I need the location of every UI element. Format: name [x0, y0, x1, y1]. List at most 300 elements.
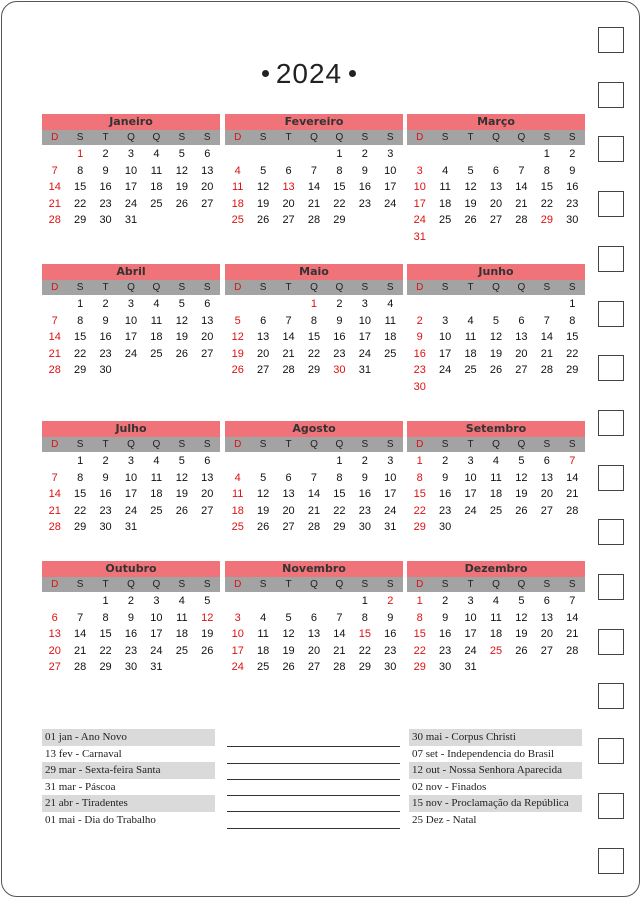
weekday-label: S	[543, 282, 551, 293]
day-cell: 11	[232, 181, 244, 193]
day-cell: 3	[127, 298, 135, 310]
day-cell: 1	[543, 148, 550, 160]
day-cell: 8	[77, 164, 84, 177]
day-cell: 14	[48, 331, 61, 343]
day-cell: 11	[490, 611, 502, 624]
day-cell: 26	[257, 214, 270, 226]
day-cell: 14	[515, 181, 528, 193]
year-title	[0, 58, 618, 90]
day-cell: 27	[48, 661, 61, 673]
month-title: Fevereiro	[225, 114, 403, 130]
day-cell: 16	[358, 488, 371, 500]
empty-cell	[276, 146, 301, 163]
day-cell: 13	[48, 628, 61, 640]
day-cell: 24	[439, 364, 452, 376]
checkbox[interactable]	[598, 848, 624, 874]
day-cell: 15	[74, 181, 87, 193]
day-cell: 26	[282, 661, 295, 673]
day-cell: 22	[358, 644, 371, 657]
checkbox[interactable]	[598, 683, 624, 709]
month-title: Maio	[225, 264, 403, 280]
day-cell: 7	[51, 164, 58, 177]
day-cell: 23	[358, 197, 371, 210]
weekday-label: S	[361, 132, 369, 143]
weekday-label: S	[386, 579, 394, 590]
day-cell: 6	[518, 314, 525, 327]
day-cell: 12	[515, 471, 528, 484]
empty-cell	[250, 296, 275, 313]
day-cell: 2	[387, 595, 394, 607]
day-cell: 11	[150, 314, 163, 327]
weekday-label: Q	[492, 579, 500, 590]
day-cell: 1	[361, 595, 368, 607]
day-cell: 31	[124, 214, 138, 226]
day-cell: 14	[48, 181, 61, 193]
day-cell: 23	[413, 364, 426, 376]
day-cell: 23	[99, 197, 112, 210]
weekday-label: S	[76, 282, 84, 293]
day-cell: 11	[150, 164, 163, 177]
empty-cell	[458, 296, 483, 313]
checkbox[interactable]	[598, 82, 624, 108]
day-cell: 26	[201, 644, 214, 657]
day-cell: 7	[77, 611, 84, 624]
day-cell: 10	[464, 471, 477, 484]
day-cell: 30	[124, 661, 138, 673]
month-maro	[407, 114, 585, 245]
weekday-label: D	[51, 132, 59, 143]
day-cell: 12	[489, 331, 503, 343]
day-cell: 8	[310, 314, 318, 327]
day-cell: 21	[566, 628, 579, 640]
day-cell: 16	[358, 181, 371, 193]
day-cell: 13	[489, 181, 503, 193]
day-cell: 30	[413, 380, 426, 393]
day-cell: 26	[515, 644, 528, 657]
day-cell: 7	[336, 611, 343, 624]
day-cell: 31	[358, 364, 371, 376]
day-cell: 15	[333, 181, 346, 193]
day-cell: 24	[358, 347, 371, 360]
day-cell: 18	[464, 347, 477, 360]
empty-cell	[42, 453, 67, 470]
empty-cell	[509, 296, 534, 313]
empty-cell	[407, 146, 432, 163]
day-cell: 27	[515, 364, 528, 376]
weekday-label: Q	[152, 282, 161, 293]
day-cell: 27	[201, 347, 214, 360]
day-cell: 19	[489, 347, 503, 360]
day-cell: 31	[124, 521, 138, 533]
day-cell: 1	[336, 455, 343, 467]
day-cell: 29	[413, 661, 426, 673]
day-cell: 24	[231, 661, 244, 673]
empty-cell	[276, 296, 301, 313]
day-cell: 21	[282, 347, 295, 360]
weekday-label: Q	[335, 579, 344, 590]
weekday-label: S	[568, 579, 576, 590]
day-cell: 2	[336, 298, 343, 310]
month-title: Março	[407, 114, 585, 130]
empty-cell	[301, 146, 326, 163]
day-cell: 2	[442, 455, 449, 467]
weekday-label: S	[441, 579, 449, 590]
checkbox[interactable]	[598, 574, 624, 600]
day-cell: 10	[464, 611, 477, 624]
day-cell: 9	[569, 164, 576, 177]
day-cell: 6	[543, 595, 550, 607]
day-cell: 6	[543, 455, 550, 467]
day-cell: 1	[77, 455, 84, 467]
day-cell: 12	[175, 314, 188, 327]
day-cell: 5	[492, 314, 500, 327]
month-agosto	[225, 421, 403, 536]
weekday-label: S	[178, 132, 186, 143]
day-cell: 30	[99, 364, 112, 376]
empty-cell	[534, 296, 559, 313]
day-cell: 21	[48, 197, 61, 210]
day-cell: 25	[257, 661, 270, 673]
day-cell: 10	[124, 471, 138, 484]
weekday-label: T	[467, 132, 474, 143]
day-cell: 21	[48, 504, 61, 517]
weekday-label: D	[51, 282, 59, 293]
weekday-label: D	[234, 579, 242, 590]
weekday-label: S	[178, 282, 186, 293]
day-grid	[407, 593, 585, 676]
day-cell: 20	[515, 347, 528, 360]
weekday-header	[407, 437, 585, 452]
day-cell: 12	[175, 164, 188, 177]
weekday-label: T	[285, 579, 292, 590]
day-cell: 6	[310, 611, 318, 624]
month-setembro	[407, 421, 585, 536]
day-cell: 14	[307, 488, 321, 500]
day-cell: 25	[489, 504, 503, 517]
weekday-label: Q	[152, 579, 161, 590]
day-cell: 14	[74, 628, 87, 640]
weekday-label: T	[285, 282, 292, 293]
checkbox[interactable]	[598, 27, 624, 53]
day-cell: 19	[464, 197, 477, 210]
day-cell: 5	[178, 148, 185, 160]
day-cell: 3	[387, 148, 394, 160]
day-cell: 18	[489, 628, 503, 640]
checkbox[interactable]	[598, 301, 624, 327]
weekday-label: S	[203, 132, 211, 143]
day-cell: 25	[231, 214, 244, 226]
checkbox[interactable]	[598, 519, 624, 545]
empty-cell	[483, 296, 508, 313]
weekday-label: S	[203, 579, 211, 590]
checkbox[interactable]	[598, 355, 624, 381]
day-cell: 24	[384, 197, 397, 210]
holiday-item: 30 mai - Corpus Christi	[409, 729, 582, 746]
day-cell: 1	[310, 298, 318, 310]
day-cell: 18	[175, 628, 188, 640]
day-cell: 24	[124, 197, 138, 210]
weekday-label: S	[361, 579, 369, 590]
day-cell: 16	[439, 628, 452, 640]
day-cell: 29	[333, 521, 346, 533]
day-grid	[42, 453, 220, 536]
day-cell: 27	[257, 364, 270, 376]
weekday-header	[42, 280, 220, 295]
day-cell: 15	[74, 488, 87, 500]
day-cell: 2	[442, 595, 449, 607]
weekday-label: D	[416, 132, 424, 143]
day-cell: 16	[413, 347, 426, 360]
day-cell: 12	[257, 488, 270, 500]
day-cell: 9	[127, 611, 135, 624]
empty-cell	[301, 453, 326, 470]
day-cell: 21	[307, 197, 321, 210]
day-cell: 27	[201, 504, 214, 517]
day-cell: 3	[442, 314, 449, 327]
day-cell: 31	[150, 661, 163, 673]
month-fevereiro	[225, 114, 403, 229]
day-cell: 11	[176, 611, 188, 624]
day-cell: 5	[260, 471, 267, 484]
day-cell: 14	[566, 611, 579, 624]
month-title: Abril	[42, 264, 220, 280]
day-cell: 4	[467, 314, 474, 327]
day-cell: 21	[307, 504, 321, 517]
weekday-label: S	[76, 579, 84, 590]
empty-cell	[432, 146, 457, 163]
day-cell: 22	[307, 347, 321, 360]
day-cell: 14	[540, 331, 553, 343]
day-cell: 19	[175, 331, 188, 343]
day-cell: 11	[232, 488, 244, 500]
notes-lines	[227, 731, 400, 829]
day-cell: 19	[282, 644, 295, 657]
weekday-label: Q	[335, 282, 344, 293]
day-cell: 13	[201, 164, 214, 177]
day-cell: 28	[74, 661, 87, 673]
month-janeiro	[42, 114, 220, 229]
day-cell: 8	[77, 314, 84, 327]
day-cell: 23	[124, 644, 138, 657]
day-cell: 28	[566, 644, 579, 657]
day-cell: 28	[307, 521, 321, 533]
day-cell: 6	[260, 314, 267, 327]
day-cell: 8	[416, 611, 423, 624]
weekday-label: S	[178, 439, 186, 450]
weekday-label: Q	[152, 132, 161, 143]
day-cell: 19	[231, 347, 244, 360]
empty-cell	[509, 146, 534, 163]
holiday-item: 01 mai - Dia do Trabalho	[45, 813, 156, 826]
day-cell: 2	[127, 595, 135, 607]
day-grid	[407, 146, 585, 245]
day-cell: 6	[285, 471, 292, 484]
day-cell: 31	[384, 521, 397, 533]
weekday-label: Q	[127, 579, 135, 590]
checkbox[interactable]	[598, 191, 624, 217]
day-cell: 28	[333, 661, 346, 673]
weekday-label: S	[259, 579, 267, 590]
day-cell: 14	[282, 331, 295, 343]
weekday-label: S	[178, 579, 186, 590]
day-cell: 25	[150, 197, 163, 210]
day-cell: 20	[540, 628, 553, 640]
empty-cell	[276, 453, 301, 470]
holiday-item: 02 nov - Finados	[412, 780, 487, 793]
weekday-label: D	[234, 439, 242, 450]
day-cell: 28	[540, 364, 553, 376]
checkbox[interactable]	[598, 629, 624, 655]
day-cell: 6	[285, 164, 292, 177]
note-line	[227, 747, 400, 763]
weekday-label: Q	[517, 439, 526, 450]
checkbox[interactable]	[598, 465, 624, 491]
day-cell: 25	[150, 347, 163, 360]
day-cell: 1	[336, 148, 343, 160]
day-cell: 8	[336, 471, 343, 484]
day-cell: 15	[333, 488, 346, 500]
day-cell: 3	[153, 595, 160, 607]
day-cell: 23	[358, 504, 371, 517]
weekday-label: T	[102, 579, 109, 590]
day-cell: 26	[464, 214, 477, 226]
day-cell: 7	[569, 455, 576, 467]
checkbox[interactable]	[598, 738, 624, 764]
checkbox[interactable]	[598, 136, 624, 162]
day-cell: 13	[201, 471, 214, 484]
bullet-icon	[349, 70, 356, 77]
month-abril	[42, 264, 220, 379]
holiday-item: 21 abr - Tiradentes	[42, 795, 215, 812]
day-cell: 30	[99, 521, 112, 533]
holiday-list-left	[42, 729, 215, 828]
empty-cell	[42, 593, 67, 610]
day-cell: 8	[569, 314, 576, 327]
weekday-label: S	[441, 439, 449, 450]
day-cell: 4	[492, 595, 500, 607]
day-cell: 11	[439, 181, 451, 193]
day-cell: 2	[416, 314, 423, 327]
day-grid	[42, 296, 220, 379]
weekday-label: T	[102, 282, 109, 293]
day-cell: 19	[257, 504, 270, 517]
day-cell: 28	[48, 521, 61, 533]
holiday-item: 01 jan - Ano Novo	[42, 729, 215, 746]
day-cell: 15	[413, 628, 426, 640]
day-cell: 6	[492, 164, 500, 177]
day-cell: 26	[175, 347, 188, 360]
empty-cell	[250, 453, 275, 470]
day-cell: 7	[51, 314, 58, 327]
day-cell: 3	[127, 455, 135, 467]
day-cell: 30	[439, 661, 452, 673]
day-cell: 22	[413, 644, 426, 657]
day-cell: 9	[102, 164, 109, 177]
checkbox[interactable]	[598, 793, 624, 819]
day-cell: 22	[333, 504, 346, 517]
day-grid	[225, 593, 403, 676]
month-title: Agosto	[225, 421, 403, 437]
month-title: Setembro	[407, 421, 585, 437]
empty-cell	[225, 296, 250, 313]
day-cell: 9	[442, 471, 449, 484]
day-cell: 2	[102, 455, 109, 467]
day-cell: 23	[99, 504, 112, 517]
weekday-label: Q	[310, 579, 318, 590]
day-cell: 3	[361, 298, 368, 310]
day-cell: 23	[333, 347, 346, 360]
weekday-label: D	[51, 579, 59, 590]
weekday-label: S	[361, 282, 369, 293]
day-cell: 29	[74, 521, 87, 533]
day-cell: 30	[333, 364, 346, 376]
day-cell: 24	[464, 504, 477, 517]
empty-cell	[42, 296, 67, 313]
day-cell: 29	[74, 364, 87, 376]
day-cell: 27	[540, 644, 553, 657]
day-cell: 13	[515, 331, 528, 343]
day-cell: 18	[231, 504, 244, 517]
weekday-label: S	[386, 282, 394, 293]
day-cell: 10	[124, 164, 138, 177]
day-cell: 26	[257, 521, 270, 533]
weekday-label: S	[441, 282, 449, 293]
weekday-label: Q	[517, 579, 526, 590]
weekday-label: T	[285, 132, 292, 143]
day-cell: 5	[234, 314, 241, 327]
bullet-icon	[262, 70, 269, 77]
day-cell: 4	[387, 298, 394, 310]
day-cell: 29	[358, 661, 371, 673]
day-cell: 29	[74, 214, 87, 226]
holiday-list-right	[409, 729, 582, 828]
day-cell: 8	[416, 471, 423, 484]
day-cell: 2	[102, 298, 109, 310]
day-cell: 20	[489, 197, 503, 210]
day-cell: 17	[413, 197, 426, 210]
day-cell: 3	[127, 148, 135, 160]
day-cell: 22	[74, 504, 87, 517]
empty-cell	[250, 146, 275, 163]
day-cell: 24	[384, 504, 397, 517]
day-cell: 4	[178, 595, 185, 607]
day-cell: 13	[540, 611, 553, 624]
day-cell: 30	[358, 521, 371, 533]
day-cell: 14	[48, 488, 61, 500]
weekday-header	[225, 130, 403, 145]
checkbox[interactable]	[598, 246, 624, 272]
empty-cell	[327, 593, 352, 610]
day-cell: 1	[569, 298, 576, 310]
day-cell: 23	[99, 347, 112, 360]
day-cell: 18	[231, 197, 244, 210]
weekday-label: S	[543, 439, 551, 450]
weekday-label: Q	[335, 132, 344, 143]
weekday-label: T	[102, 439, 109, 450]
day-cell: 17	[150, 628, 163, 640]
day-cell: 27	[489, 214, 503, 226]
day-cell: 5	[178, 455, 185, 467]
day-cell: 28	[566, 504, 579, 517]
checkbox[interactable]	[598, 410, 624, 436]
weekday-header	[225, 280, 403, 295]
day-cell: 20	[257, 347, 270, 360]
day-cell: 22	[566, 347, 579, 360]
day-cell: 9	[387, 611, 394, 624]
day-cell: 28	[48, 364, 61, 376]
day-cell: 21	[566, 488, 579, 500]
day-cell: 27	[540, 504, 553, 517]
